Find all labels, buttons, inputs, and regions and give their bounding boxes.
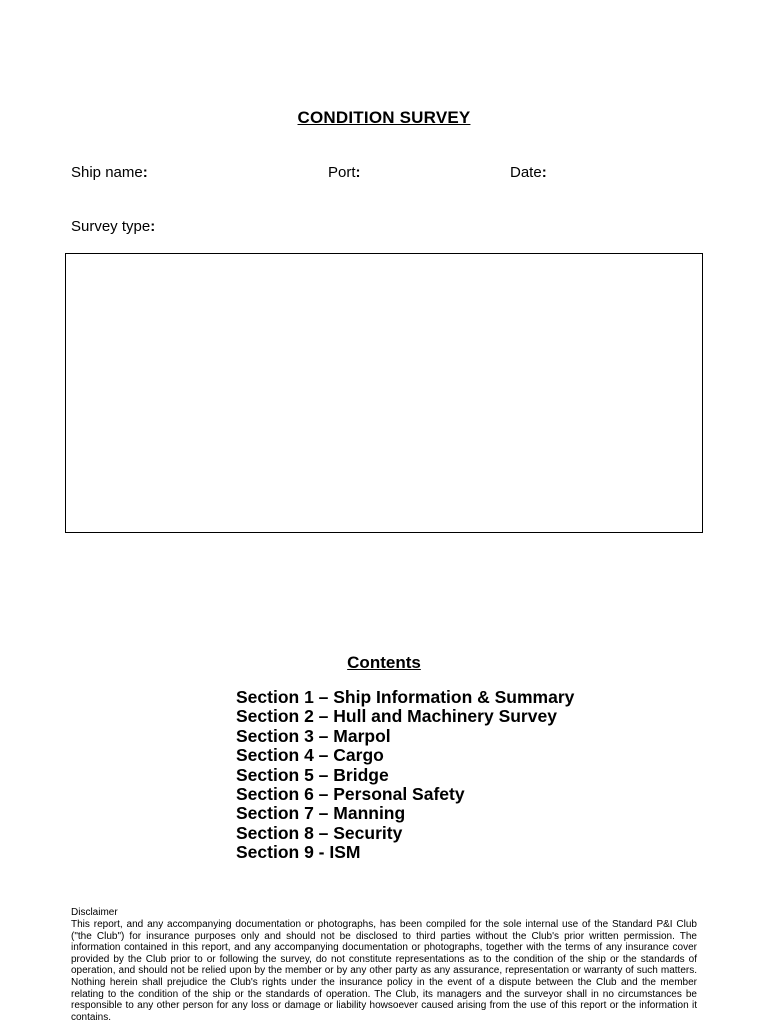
ship-name-field: [71, 164, 148, 182]
survey-type-label: Survey type: [71, 218, 151, 235]
contents-item-section-1: Section 1 – Ship Information & Summary: [236, 687, 575, 707]
photo-placeholder-box: [65, 253, 703, 533]
contents-item-section-6: Section 6 – Personal Safety: [236, 784, 465, 805]
contents-item-section-4: Section 4 – Cargo: [236, 745, 384, 766]
contents-item-section-3: Section 3 – Marpol: [236, 725, 391, 746]
port-field: [328, 164, 361, 182]
contents-item-section-7: Section 7 – Manning: [236, 803, 406, 824]
contents-heading: Contents: [347, 653, 421, 672]
date-field: [510, 164, 547, 182]
date-colon: :: [541, 164, 547, 181]
port-label: Port: [328, 164, 356, 181]
contents-item-section-9: Section 9 - ISM: [236, 842, 361, 863]
survey-type-field: [71, 218, 155, 236]
port-colon: :: [355, 164, 361, 181]
disclaimer-title: Disclaimer: [71, 907, 118, 918]
contents-item-section-5: Section 5 – Bridge: [236, 764, 389, 785]
ship-name-colon: :: [142, 164, 148, 181]
document-title: CONDITION SURVEY: [297, 108, 471, 127]
ship-name-label: Ship name: [71, 164, 143, 181]
date-label: Date: [510, 164, 542, 181]
disclaimer-text: This report, and any accompanying documentation or photographs, has been compiled for the sole internal use of the Standard P&I Club ("the Club") for insurance purposes only and should not be disclosed to third parties without the Club's prior written permission. The information contained in this report, and any accompanying documentation or photographs, together with the terms of any insurance cover provided by the Club prior to or following the survey, do not constitute representations as to the condition of the ship or the standards of operation, and should not be relied upon by the member or by any other party as any assurance, representation or warranty of such matters. Nothing herein shall prejudice the Club's rights under the insurance policy in the event of a dispute between the Club and the member relating to the condition of the ship or the standards of operation. The Club, its managers and the surveyor shall in no circumstances be responsible to any other person for any loss or damage or liability howsoever caused arising from the use of this report or the information it contains.: [71, 919, 697, 1023]
contents-item-section-8: Section 8 – Security: [236, 822, 403, 843]
contents-item-section-2: Section 2 – Hull and Machinery Survey: [236, 706, 557, 727]
survey-type-colon: :: [150, 218, 156, 235]
contents-list: [236, 688, 574, 863]
